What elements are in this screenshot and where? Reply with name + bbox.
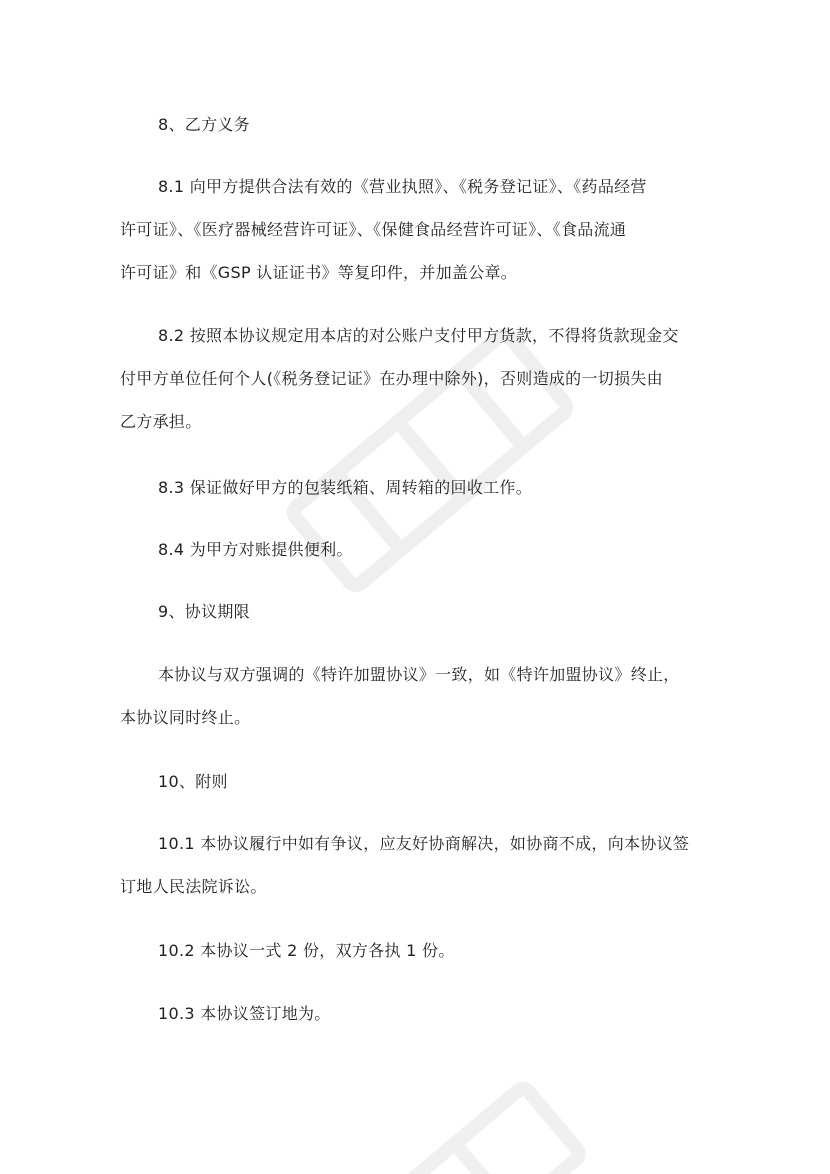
clause-8-4: 8.4 为甲方对账提供便利。 <box>158 540 353 559</box>
clause-8-1-cont: 许可证》和《GSP 认证证书》等复印件，并加盖公章。 <box>120 263 518 282</box>
clause-8-2: 8.2 按照本协议规定用本店的对公账户支付甲方货款，不得将货款现金交 <box>158 326 679 345</box>
clause-8-2-cont: 付甲方单位任何个人(《税务登记证》在办理中除外)，否则造成的一切损失由 <box>120 369 663 388</box>
clause-10-1-cont: 订地人民法院诉讼。 <box>120 877 267 896</box>
clause-8-1-cont: 许可证》、《医疗器械经营许可证》、《保健食品经营许可证》、《食品流通 <box>120 220 627 239</box>
clause-10-3: 10.3 本协议签订地为。 <box>158 1004 331 1023</box>
clause-8-2-cont: 乙方承担。 <box>120 412 202 431</box>
clause-8-1: 8.1 向甲方提供合法有效的《营业执照》、《税务登记证》、《药品经营 <box>158 177 647 196</box>
clause-8-3: 8.3 保证做好甲方的包装纸箱、周转箱的回收工作。 <box>158 478 533 497</box>
clause-9-body: 本协议与双方强调的《特许加盟协议》一致，如《特许加盟协议》终止， <box>158 665 680 684</box>
watermark-logo-bottom <box>300 1050 600 1174</box>
section-heading-8: 8、乙方义务 <box>158 115 250 134</box>
clause-10-1: 10.1 本协议履行中如有争议，应友好协商解决，如协商不成，向本协议签 <box>158 834 690 853</box>
section-heading-10: 10、附则 <box>158 772 228 791</box>
clause-9-body-cont: 本协议同时终止。 <box>120 708 251 727</box>
section-heading-9: 9、协议期限 <box>158 602 250 621</box>
clause-10-2: 10.2 本协议一式 2 份，双方各执 1 份。 <box>158 941 455 960</box>
